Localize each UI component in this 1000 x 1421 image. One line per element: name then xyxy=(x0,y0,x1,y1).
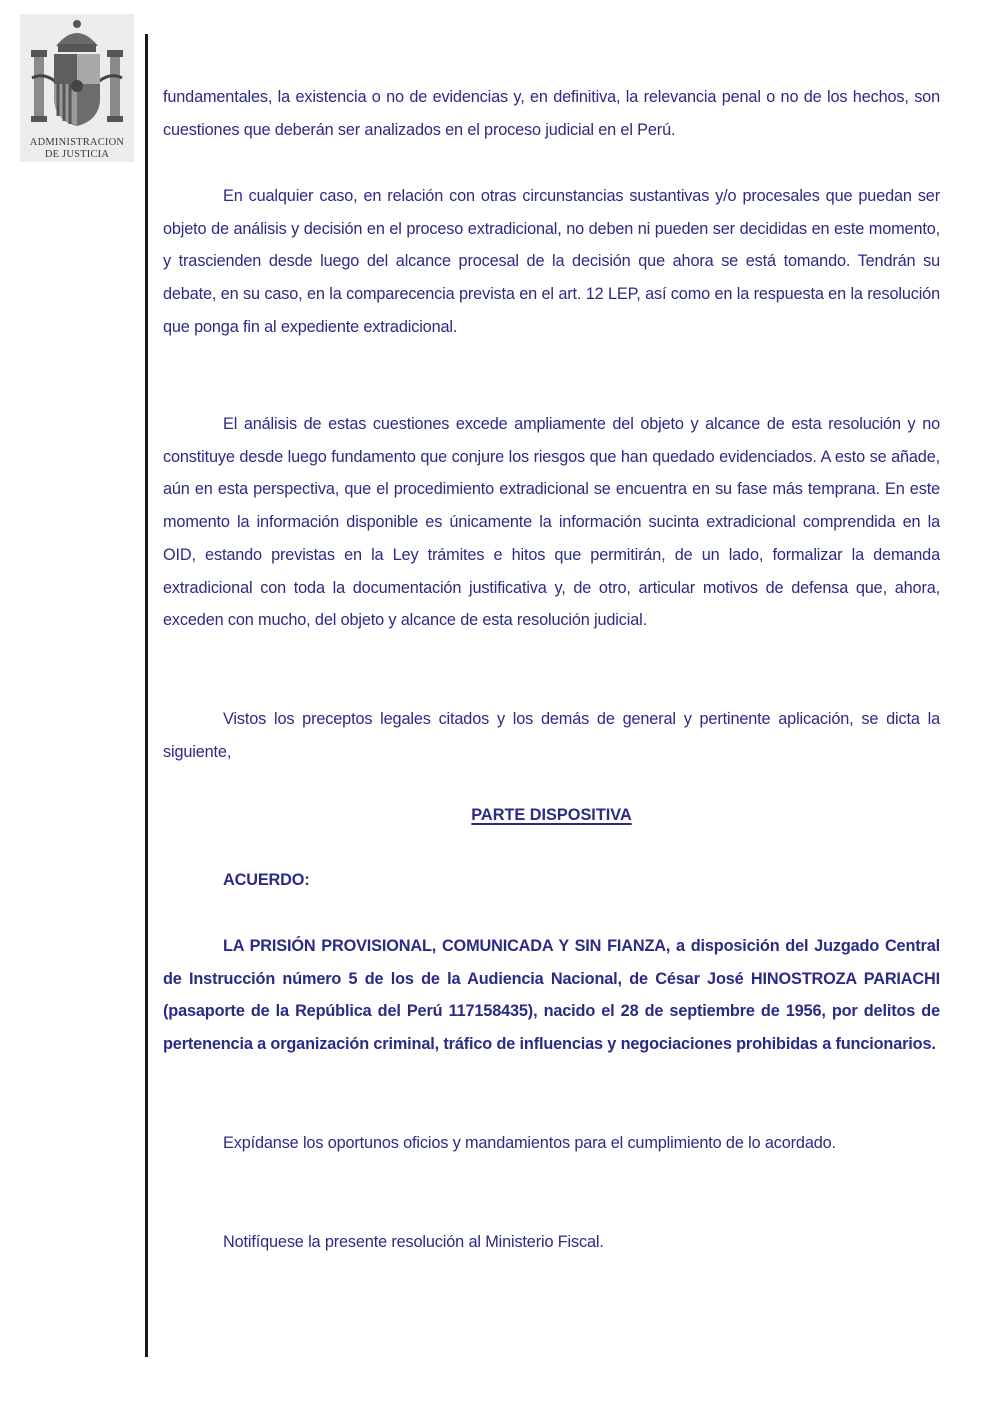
coat-of-arms-icon xyxy=(24,16,130,136)
ruling-body: a disposición del Juzgado Central de Instrucción número 5 de los de la Audiencia Nacional, de César José HINOSTROZA PARIACHI (pasaporte de la República del Perú 117158435), nacido el 28 de septiembre de 1956, por delitos de pertenencia a organización criminal, tráfico de influencias y negociaciones prohibidas a funcionarios. xyxy=(163,937,940,1054)
paragraph-3-text: El análisis de estas cuestiones excede ampliamente del objeto y alcance de esta resolución y no constituye desde luego fundamento que conjure los riesgos que han quedado evidenciados. A esto se añade, aún en esta perspectiva, que el procedimiento extradicional se encuentra en su fase más temprana. En este momento la información disponible es únicamente la información sucinta extradicional comprendida en la OID, estando previstas en la Ley trámites e hitos que permitirán, de un lado, formalizar la demanda extradicional con toda la documentación justificativa y, de otro, articular motivos de defensa que, ahora, exceden con mucho, del objeto y alcance de esta resolución judicial. xyxy=(163,415,940,630)
paragraph-1-text: fundamentales, la existencia o no de evidencias y, en definitiva, la relevancia penal o no de los hechos, son cuestiones que deberán ser analizados en el proceso judicial en el Perú. xyxy=(163,88,940,139)
logo-text-line2: DE JUSTICIA xyxy=(44,149,110,160)
ruling-text xyxy=(163,930,940,1061)
ruling-lead: LA PRISIÓN PROVISIONAL, COMUNICADA Y SIN FIANZA, xyxy=(223,937,671,955)
acuerdo-label xyxy=(163,864,940,897)
margin-rule xyxy=(145,34,148,1357)
paragraph-3 xyxy=(163,408,940,637)
closing-paragraph-1-text: Expídanse los oportunos oficios y mandamientos para el cumplimiento de lo acordado. xyxy=(223,1134,836,1152)
paragraph-2 xyxy=(163,180,940,344)
acuerdo-label-text: ACUERDO: xyxy=(223,871,310,889)
ruling-paragraph xyxy=(163,930,940,1061)
paragraph-2-text: En cualquier caso, en relación con otras circunstancias sustantivas y/o procesales que puedan ser objeto de análisis y decisión en el proceso extradicional, no deben ni pueden ser decididas en este momento, y trascienden desde luego del alcance procesal de la decisión que ahora se está tomando. Tendrán su debate, en su caso, en la comparecencia prevista en el art. 12 LEP, así como en la respuesta en la resolución que ponga fin al expediente extradicional. xyxy=(163,187,940,336)
paragraph-4 xyxy=(163,703,940,768)
paragraph-1 xyxy=(163,81,940,146)
closing-paragraph-2-text: Notifíquese la presente resolución al Ministerio Fiscal. xyxy=(223,1233,604,1251)
administracion-de-justicia-logo xyxy=(20,14,134,162)
paragraph-4-text: Vistos los preceptos legales citados y los demás de general y pertinente aplicación, se dicta la siguiente, xyxy=(163,710,940,761)
closing-paragraph-1 xyxy=(163,1127,940,1160)
closing-paragraph-2 xyxy=(163,1226,940,1259)
section-title-text: PARTE DISPOSITIVA xyxy=(471,806,632,824)
section-title xyxy=(163,806,940,825)
logo-text-line1: ADMINISTRACION xyxy=(29,137,125,148)
